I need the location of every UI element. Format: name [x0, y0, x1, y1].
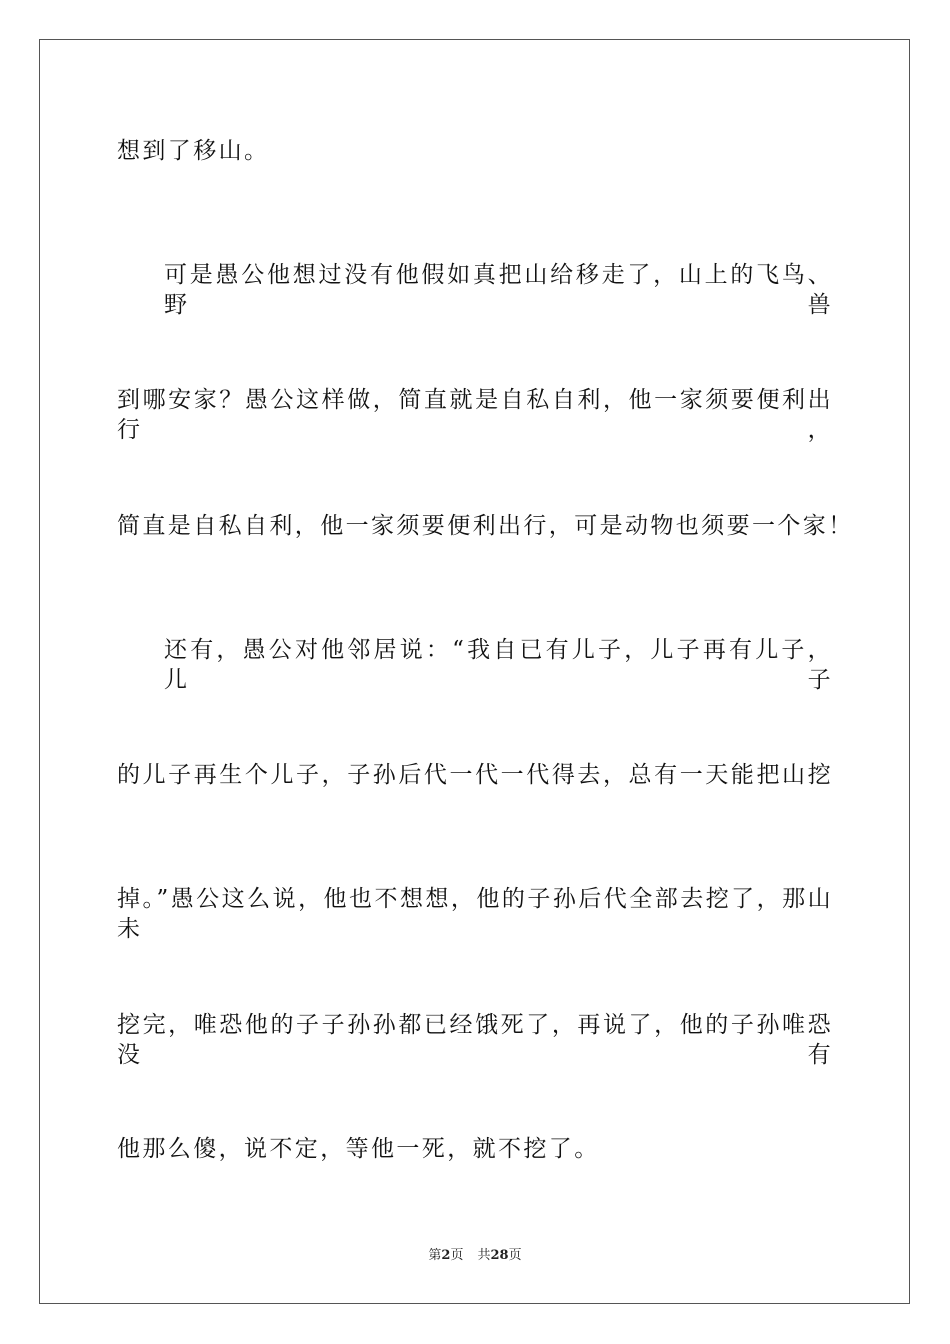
text-line-8: 挖完，唯恐他的子子孙孙都已经饿死了，再说了，他的子孙唯恐没有 — [117, 1012, 833, 1068]
total-prefix: 共 — [477, 1248, 491, 1263]
total-pages: 28 — [490, 1248, 509, 1263]
text-line-9: 他那么傻，说不定，等他一死，就不挖了。 — [117, 1136, 600, 1162]
text-line-6: 的儿子再生个儿子，子孙后代一代一代得去，总有一天能把山挖 — [117, 762, 833, 788]
total-suffix: 页 — [508, 1248, 522, 1263]
page-number: 2 — [441, 1248, 451, 1263]
page-suffix: 页 — [450, 1248, 464, 1263]
text-line-4: 简直是自私自利，他一家须要便利出行，可是动物也须要一个家！ — [117, 513, 854, 539]
text-line-3: 到哪安家？愚公这样做，简直就是自私自利，他一家须要便利出行， — [117, 387, 833, 443]
text-line-7: 掉。”愚公这么说，他也不想想，他的子孙后代全部去挖了，那山未 — [117, 886, 833, 942]
text-line-5: 还有，愚公对他邻居说：“我自已有儿子，儿子再有儿子，儿子 — [164, 637, 833, 693]
page-prefix: 第 — [428, 1248, 442, 1263]
page-footer — [0, 1247, 950, 1265]
text-line-2: 可是愚公他想过没有他假如真把山给移走了，山上的飞鸟、野兽 — [164, 262, 833, 318]
text-line-1: 想到了移山。 — [117, 138, 270, 164]
